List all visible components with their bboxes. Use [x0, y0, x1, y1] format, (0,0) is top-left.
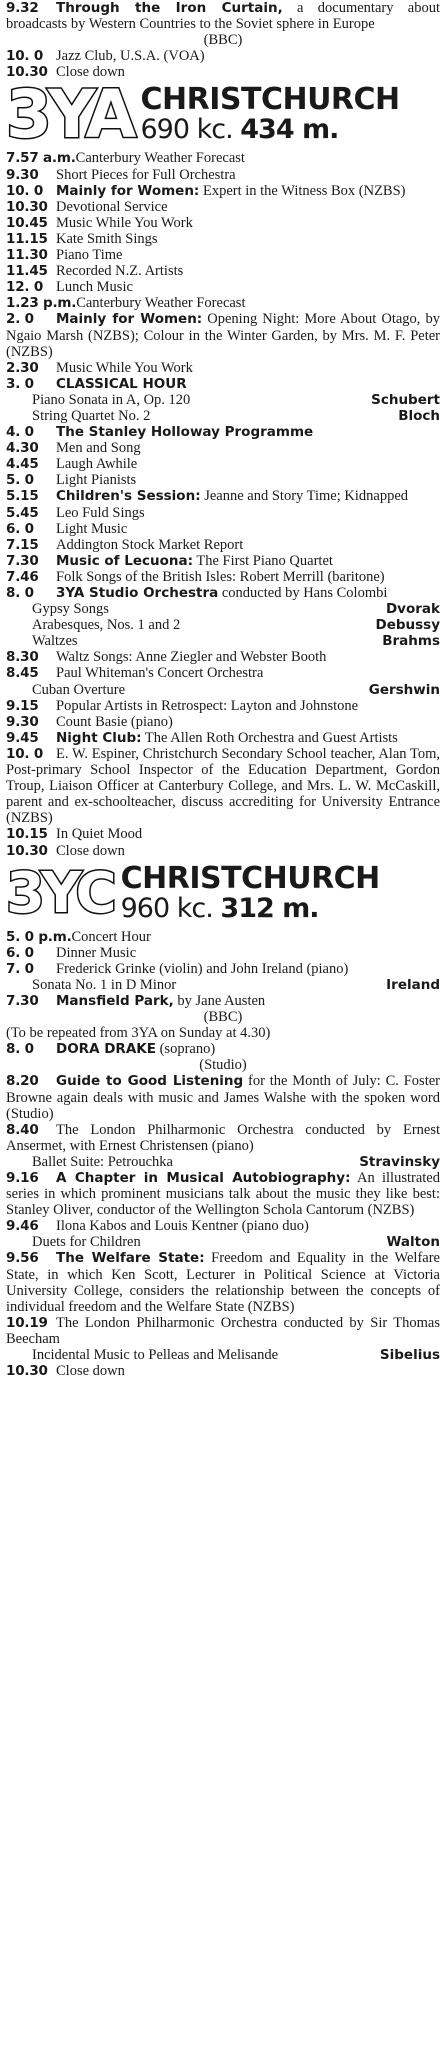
work-title: Waltzes: [32, 633, 78, 650]
programme-time: 10.19: [6, 1314, 48, 1331]
programme-entry: [6, 553, 440, 569]
programme-description: Close down: [56, 1363, 125, 1380]
programme-time: 3. 0: [6, 375, 34, 392]
programme-entry: [6, 929, 440, 945]
programme-work: [6, 633, 440, 649]
programme-description: E. W. Espiner, Christchurch Secondary School teacher, Alan Tom, Post-primary School Inspector of the Education Department, Gordon Troup, Liaison Officer at Canterbury College, and Mrs. L. W. McCaskill, parent and ex-schoolteacher, discuss accrediting for University Entrance (NZBS): [6, 745, 440, 827]
frequency-value: 690 kc.: [140, 114, 233, 146]
programme-description: Dinner Music: [56, 944, 137, 961]
programme-entry: [6, 376, 440, 392]
programme-description: An illustrated series in which prominent musicians talk about the music they like best: Stanley Oliver, conductor of the Wellington Schola Cantorum (NZBS): [6, 1170, 440, 1219]
programme-description: Men and Song: [56, 440, 141, 457]
programme-time: 8.20: [6, 1073, 39, 1090]
programme-time: 6. 0: [6, 944, 34, 961]
programme-entry: [6, 150, 440, 166]
programme-time: 10.15: [6, 826, 48, 843]
programme-description: Light Music: [56, 520, 128, 537]
programme-description: Leo Fuld Sings: [56, 504, 145, 521]
programme-time: 10.30: [6, 64, 48, 81]
programme-source: (BBC): [203, 1009, 243, 1026]
programme-description: Canterbury Weather Forecast: [75, 150, 245, 167]
programme-entry: [6, 472, 440, 488]
frequency-value: 960 kc.: [120, 892, 213, 924]
programme-time: 9.56: [6, 1250, 39, 1267]
programme-time: 8. 0: [6, 585, 34, 601]
programme-description: Lunch Music: [56, 279, 133, 296]
station-frequency: [140, 115, 399, 145]
programme-entry: [6, 199, 440, 215]
programme-entry: [6, 569, 440, 585]
programme-entry: [6, 945, 440, 961]
programme-title: Guide to Good Listening: [56, 1073, 244, 1090]
programme-time: 7.57 a.m.: [6, 150, 76, 167]
schedule-3yc: [0, 929, 446, 1380]
programme-work: [6, 1234, 440, 1250]
programme-time: 10. 0: [6, 745, 44, 762]
programme-description: Light Pianists: [56, 472, 137, 489]
work-title: Cuban Overture: [32, 681, 126, 698]
programme-time: 10.45: [6, 214, 48, 231]
programme-entry: [6, 424, 440, 440]
programme-entry: [6, 311, 440, 359]
programme-entry: [6, 649, 440, 665]
programme-description: Ilona Kabos and Louis Kentner (piano duo): [56, 1218, 309, 1235]
programme-time: 7.30: [6, 552, 39, 569]
programme-title: Music of Lecuona:: [56, 552, 194, 569]
programme-description: Recorded N.Z. Artists: [56, 263, 184, 280]
programme-time: 11.30: [6, 247, 48, 264]
programme-time: 5. 0: [6, 472, 34, 489]
programme-work: [6, 408, 440, 424]
programme-description: In Quiet Mood: [56, 826, 143, 843]
programme-description: conducted by Hans Colombi: [218, 585, 388, 601]
programme-time: 7. 0: [6, 960, 34, 977]
programme-time: 10.30: [6, 1363, 48, 1380]
programme-entry: [6, 263, 440, 279]
programme-time: 7.46: [6, 568, 39, 585]
work-composer: Bloch: [398, 407, 440, 424]
programme-description: Canterbury Weather Forecast: [76, 295, 246, 312]
station-info: [140, 82, 400, 146]
programme-work: [6, 1154, 440, 1170]
programme-time: 9.45: [6, 729, 39, 746]
schedule-3ya: [0, 150, 446, 858]
programme-entry: [6, 1218, 440, 1234]
programme-work: [6, 1347, 440, 1363]
work-composer: Gershwin: [368, 681, 440, 698]
programme-time: 5. 0 p.m.: [6, 928, 72, 945]
programme-time: 9.32: [6, 0, 39, 16]
wavelength-value: 312 m.: [220, 892, 319, 924]
programme-time: 7.15: [6, 536, 39, 553]
programme-entry: [6, 1363, 440, 1379]
programme-entry: [6, 440, 440, 456]
programme-entry: [6, 714, 440, 730]
programme-time: 4. 0: [6, 424, 34, 441]
work-title: Piano Sonata in A, Op. 120: [32, 391, 191, 408]
programme-time: 8.30: [6, 649, 39, 666]
work-composer: Dvorak: [385, 601, 440, 618]
work-composer: Brahms: [382, 633, 440, 650]
programme-title: Children's Session:: [56, 488, 201, 505]
programme-entry: [6, 231, 440, 247]
wavelength-value: 434 m.: [240, 114, 339, 146]
programme-entry: [6, 183, 440, 199]
work-title: String Quartet No. 2: [32, 407, 151, 424]
station-city: CHRISTCHURCH: [120, 860, 380, 896]
programme-description: Folk Songs of the British Isles: Robert Merrill (baritone): [56, 568, 385, 585]
work-title: Gypsy Songs: [32, 601, 109, 618]
station-info: [120, 860, 380, 924]
programme-entry: [6, 1073, 440, 1121]
programme-description: Laugh Awhile: [56, 456, 138, 473]
programme-entry: [6, 295, 440, 311]
work-title: Duets for Children: [32, 1234, 141, 1251]
programme-entry: [6, 665, 440, 681]
work-composer: Schubert: [371, 391, 440, 408]
programme-time: 9.46: [6, 1218, 39, 1235]
programme-description: Popular Artists in Retrospect: Layton and Johnstone: [56, 697, 359, 714]
programme-description: Waltz Songs: Anne Ziegler and Webster Booth: [56, 649, 327, 666]
programme-entry: [6, 961, 440, 977]
programme-description: Close down: [56, 842, 125, 859]
programme-title: CLASSICAL HOUR: [56, 375, 187, 392]
programme-time: 7.30: [6, 992, 39, 1009]
programme-entry: [6, 537, 440, 553]
programme-entry: [6, 1170, 440, 1218]
programme-entry: [6, 826, 440, 842]
work-title: Sonata No. 1 in D Minor: [32, 976, 177, 993]
programme-time: 10.30: [6, 198, 48, 215]
programme-description: Frederick Grinke (violin) and John Ireland (piano): [56, 960, 349, 977]
station-frequency: [121, 894, 380, 924]
programme-entry: [6, 1122, 440, 1154]
programme-entry: [6, 993, 440, 1009]
programme-entry: [6, 843, 440, 859]
programme-time: 10.30: [6, 842, 48, 859]
programme-source: (BBC): [203, 32, 243, 49]
programme-description: Short Pieces for Full Orchestra: [56, 166, 236, 183]
programme-title: 3YA Studio Orchestra: [56, 585, 219, 601]
programme-time: 8.45: [6, 665, 39, 682]
programme-work: [6, 392, 440, 408]
programme-entry: [6, 279, 440, 295]
programme-description: by Jane Austen: [173, 992, 266, 1009]
programme-time: 9.16: [6, 1170, 39, 1186]
schedule-continued: [0, 0, 446, 80]
programme-time: 4.45: [6, 456, 39, 473]
programme-time: 5.15: [6, 488, 39, 505]
programme-time: 1.23 p.m.: [6, 295, 77, 312]
programme-entry: [6, 730, 440, 746]
programme-time: 9.30: [6, 166, 39, 183]
programme-title: Mansfield Park,: [56, 992, 174, 1009]
programme-description: Music While You Work: [56, 214, 193, 231]
station-callsign: 3YC: [6, 860, 113, 926]
programme-entry: [6, 505, 440, 521]
programme-time: 11.15: [6, 230, 48, 247]
programme-time: 12. 0: [6, 279, 44, 296]
programme-time: 2. 0: [6, 311, 34, 328]
programme-description: Devotional Service: [56, 198, 168, 215]
programme-title: Through the Iron Curtain,: [56, 0, 283, 16]
programme-note: (To be repeated from 3YA on Sunday at 4.30): [6, 1025, 271, 1042]
programme-description: Concert Hour: [71, 928, 151, 945]
programme-time: 6. 0: [6, 520, 34, 537]
programme-description: a documentary about broadcasts by Western Countries to the Soviet sphere in Europe: [6, 0, 440, 33]
programme-work: [6, 601, 440, 617]
work-title: Incidental Music to Pelleas and Melisande: [32, 1347, 279, 1364]
programme-source: (Studio): [199, 1057, 247, 1074]
programme-description: The Allen Roth Orchestra and Guest Artists: [141, 729, 398, 746]
programme-title: Night Club:: [56, 729, 142, 746]
programme-description: Addington Stock Market Report: [56, 536, 244, 553]
programme-entry: [6, 215, 440, 231]
programme-description: (soprano): [155, 1041, 216, 1058]
programme-description: Close down: [56, 64, 125, 81]
programme-entry: [6, 746, 440, 826]
programme-time: 10. 0: [6, 48, 44, 65]
programme-entry: [6, 1315, 440, 1347]
programme-time: 8. 0: [6, 1041, 34, 1058]
station-header-3ya: [0, 76, 446, 154]
work-composer: Debussy: [375, 617, 440, 634]
programme-entry: [6, 698, 440, 714]
work-composer: Sibelius: [379, 1347, 440, 1364]
programme-time: 4.30: [6, 440, 39, 457]
work-composer: Ireland: [386, 976, 440, 993]
programme-description: Jeanne and Story Time; Kidnapped: [200, 488, 409, 505]
programme-description: Count Basie (piano): [56, 713, 173, 730]
programme-title: A Chapter in Musical Autobiography:: [56, 1170, 351, 1186]
programme-title: Mainly for Women:: [56, 182, 200, 199]
programme-entry: [6, 1250, 440, 1314]
programme-entry: [6, 1041, 440, 1057]
programme-time: 10. 0: [6, 182, 44, 199]
programme-entry: [6, 488, 440, 504]
programme-entry: [6, 521, 440, 537]
station-city: CHRISTCHURCH: [140, 82, 400, 118]
programme-description: Freedom and Equality in the Welfare State, in which Ken Scott, Lecturer in Political Science at Victoria University College, considers the relationship between the concepts of individual freedom and the Welfare State (NZBS): [6, 1250, 440, 1315]
programme-time: 11.45: [6, 263, 48, 280]
programme-description: Paul Whiteman's Concert Orchestra: [56, 665, 264, 682]
programme-entry: [6, 167, 440, 183]
programme-description: The London Philharmonic Orchestra conducted by Ernest Ansermet, with Ernest Christensen (piano): [6, 1121, 440, 1154]
programme-description: for the Month of July: C. Foster Browne again deals with music and James Walshe with the spoken word (Studio): [6, 1073, 440, 1122]
programme-description: Jazz Club, U.S.A. (VOA): [56, 48, 205, 65]
programme-description: Opening Night: More About Otago, by Ngaio Marsh (NZBS); Colour in the Winter Garden, by Mrs. M. F. Peter (NZBS): [6, 311, 440, 360]
programme-entry: [6, 0, 440, 32]
programme-title: The Welfare State:: [56, 1250, 205, 1267]
programme-entry: [6, 48, 440, 64]
programme-title: The Stanley Holloway Programme: [56, 424, 314, 441]
programme-description: Expert in the Witness Box (NZBS): [199, 182, 406, 199]
programme-work: [6, 977, 440, 993]
programme-title: Mainly for Women:: [56, 311, 203, 328]
programme-time: 9.30: [6, 713, 39, 730]
station-header-3yc: [0, 859, 446, 929]
programme-title: DORA DRAKE: [56, 1041, 156, 1058]
programme-time: 2.30: [6, 359, 39, 376]
programme-entry: [6, 585, 440, 601]
station-callsign: 3YA: [6, 76, 133, 154]
programme-description: Piano Time: [56, 247, 123, 264]
programme-time: 9.15: [6, 697, 39, 714]
programme-description: Music While You Work: [56, 359, 193, 376]
programme-time: 8.40: [6, 1121, 39, 1138]
work-title: Arabesques, Nos. 1 and 2: [32, 617, 181, 634]
programme-entry: [6, 247, 440, 263]
programme-time: 5.45: [6, 504, 39, 521]
programme-work: [6, 617, 440, 633]
work-composer: Stravinsky: [359, 1153, 440, 1170]
work-title: Ballet Suite: Petrouchka: [32, 1153, 173, 1170]
programme-work: [6, 682, 440, 698]
programme-description: Kate Smith Sings: [56, 230, 158, 247]
programme-entry: [6, 456, 440, 472]
programme-description: The London Philharmonic Orchestra conducted by Sir Thomas Beecham: [6, 1314, 440, 1347]
programme-entry: [6, 360, 440, 376]
programme-description: The First Piano Quartet: [193, 552, 333, 569]
work-composer: Walton: [386, 1234, 440, 1251]
